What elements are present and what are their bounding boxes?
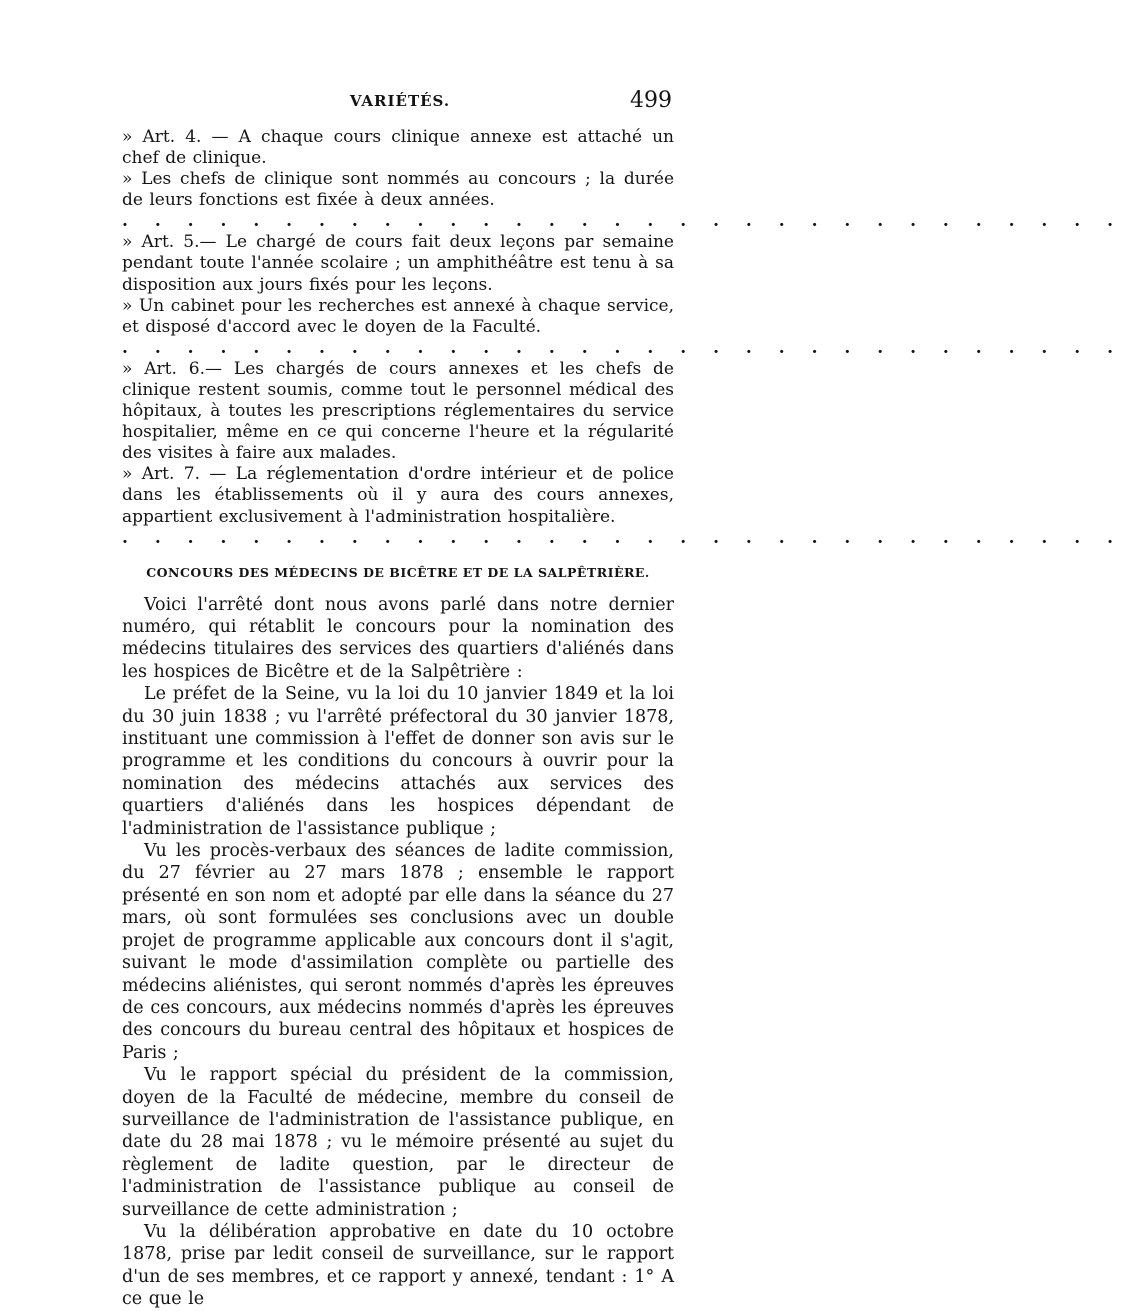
page-number: 499 — [630, 88, 672, 113]
intro-paragraph: Voici l'arrêté dont nous avons parlé dans notre dernier numéro, qui rétablit le concours pour la nomination des médecins titulaires des services des quartiers d'aliénés dans les hospices de Bicêtre et de la Salpêtrière : — [122, 594, 674, 682]
section-heading: CONCOURS DES MÉDECINS DE BICÊTRE ET DE LA SALPÊTRIÈRE. — [146, 564, 650, 580]
regulation-articles — [122, 127, 1124, 549]
article-4: » Art. 4. — A chaque cours clinique annexe est attaché un chef de clinique. — [122, 127, 674, 169]
ellipsis-dots-line: . . . . . . . . . . . . . . . . . . . . . . . . . . . . . . . — [122, 527, 1124, 548]
ellipsis-dots-line: . . . . . . . . . . . . . . . . . . . . . . . . . . . . . . . — [122, 337, 1124, 358]
page-header — [120, 88, 680, 118]
deliberation-paragraph: Vu la délibération approbative en date du 10 octobre 1878, prise par ledit conseil de surveillance, sur le rapport d'un de ses membres, et ce rapport y annexé, tendant : 1° A ce que le — [122, 1221, 674, 1310]
cabinet-paragraph: » Un cabinet pour les recherches est annexé à chaque service, et disposé d'accord avec le doyen de la Faculté. — [122, 295, 674, 337]
article-5: » Art. 5.— Le chargé de cours fait deux leçons par semaine pendant toute l'année scolaire ; un amphithéâtre est tenu à sa disposition aux jours fixés pour les leçons. — [122, 232, 674, 295]
page-body — [122, 127, 1124, 1311]
prefet-paragraph: Le préfet de la Seine, vu la loi du 10 janvier 1849 et la loi du 30 juin 1838 ; vu l'arrêté préfectoral du 30 janvier 1878, instituant une commission à l'effet de donner son avis sur le programme et les conditions du concours à ouvrir pour la nomination des médecins attachés aux services des quartiers d'aliénés dans les hospices dépendant de l'administration de l'assistance publique ; — [122, 684, 674, 839]
running-title: VARIÉTÉS. — [349, 92, 451, 110]
chefs-clinique-paragraph: » Les chefs de clinique sont nommés au concours ; la durée de leurs fonctions est fixée à deux années. — [122, 169, 674, 211]
article-6: » Art. 6.— Les chargés de cours annexes et les chefs de clinique restent soumis, comme tout le personnel médical des hôpitaux, à toutes les prescriptions réglementaires du service hospitalier, même en ce qui concerne l'heure et la régularité des visites à faire aux malades. — [122, 358, 674, 464]
proces-verbaux-paragraph: Vu les procès-verbaux des séances de ladite commission, du 27 février au 27 mars 1878 ; ensemble le rapport présenté en son nom et adopté par elle dans la séance du 27 mars, où sont formulées ses conclusions avec un double projet de programme applicable aux concours dont il s'agit, suivant le mode d'assimilation complète ou partielle des médecins aliénistes, qui seront nommés d'après les épreuves de ces concours, aux médecins nommés d'après les épreuves des concours du bureau central des hôpitaux et hospices de Paris ; — [122, 841, 674, 1063]
article-7: » Art. 7. — La réglementation d'ordre intérieur et de police dans les établissements où il y aura des cours annexes, appartient exclusivement à l'administration hospitalière. — [122, 464, 674, 527]
rapport-special-paragraph: Vu le rapport spécial du président de la commission, doyen de la Faculté de médecine, membre du conseil de surveillance de l'administration de l'assistance publique, en date du 28 mai 1878 ; vu le mémoire présenté au sujet du règlement de ladite question, par le directeur de l'administration de l'assistance publique au conseil de surveillance de cette administration ; — [122, 1065, 674, 1220]
concours-section — [122, 594, 674, 1311]
ellipsis-dots-line: . . . . . . . . . . . . . . . . . . . . . . . . . . . . . . . — [122, 211, 1124, 232]
